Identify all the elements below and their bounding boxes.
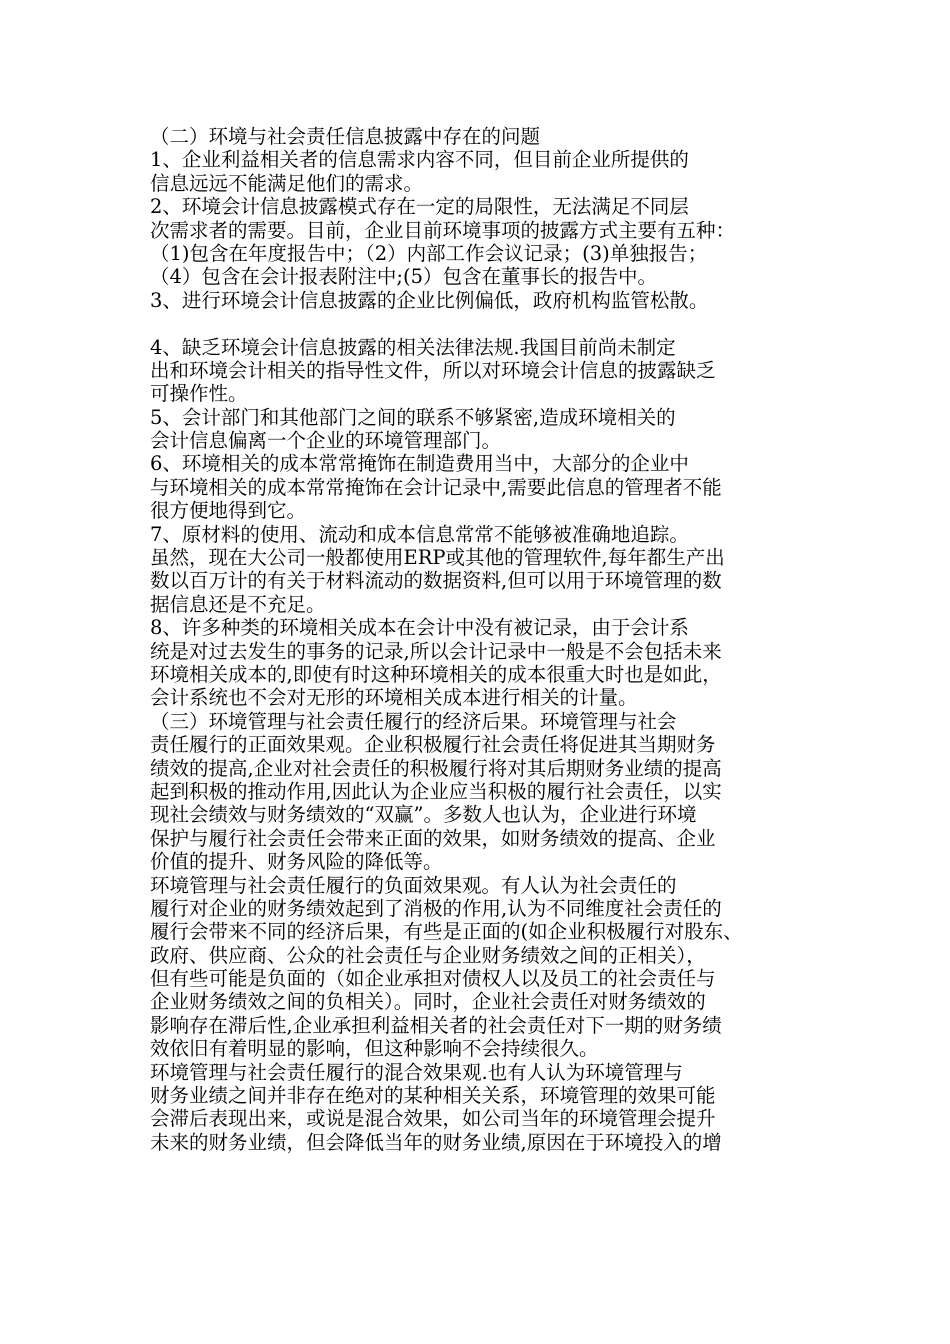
text-line: 效依旧有着明显的影响，但这种影响不会持续很久。 [150, 1037, 599, 1061]
text-line: 会计系统也不会对无形的环境相关成本进行相关的计量。 [150, 686, 638, 710]
text-line: 信息远远不能满足他们的需求。 [150, 171, 424, 195]
text-line: 绩效的提高,企业对社会责任的积极履行将对其后期财务业绩的提高 [150, 756, 722, 780]
text-line: 统是对过去发生的事务的记录,所以会计记录中一般是不会包括未来 [150, 639, 722, 663]
text-line: 很方便地得到它。 [150, 499, 307, 523]
text-line: 次需求者的需要。目前，企业目前环境事项的披露方式主要有五种： [150, 218, 736, 242]
text-line: （4）包含在会计报表附注中;(5）包含在董事长的报告中。 [150, 265, 657, 289]
text-line: 企业财务绩效之间的负相关）。同时，企业社会责任对财务绩效的 [150, 990, 706, 1014]
text-line: 出和环境会计相关的指导性文件，所以对环境会计信息的披露缺乏 [150, 358, 716, 382]
text-line: 价值的提升、财务风险的降低等。 [150, 850, 443, 874]
text-line: 环境管理与社会责任履行的负面效果观。有人认为社会责任的 [150, 873, 677, 897]
text-line: 与环境相关的成本常常掩饰在会计记录中,需要此信息的管理者不能 [150, 475, 722, 499]
text-line: 但有些可能是负面的（如企业承担对债权人以及员工的社会责任与 [150, 967, 716, 991]
text-line: 财务业绩之间并非存在绝对的某种相关关系，环境管理的效果可能 [150, 1084, 716, 1108]
text-line: （1)包含在年度报告中；（2）内部工作会议记录；(3)单独报告； [150, 241, 708, 265]
text-line: 未来的财务业绩，但会降低当年的财务业绩,原因在于环境投入的增 [150, 1130, 722, 1154]
text-line: 影响存在滞后性,企业承担利益相关者的社会责任对下一期的财务绩 [150, 1013, 722, 1037]
text-line: 政府、供应商、公众的社会责任与企业财务绩效之间的正相关）， [150, 943, 706, 967]
text-line: 责任履行的正面效果观。企业积极履行社会责任将促进其当期财务 [150, 733, 716, 757]
text-line: 3、进行环境会计信息披露的企业比例偏低，政府机构监管松散。 [150, 288, 709, 312]
text-line: 7、原材料的使用、流动和成本信息常常不能够被准确地追踪。 [150, 522, 689, 546]
text-line: 2、环境会计信息披露模式存在一定的局限性，无法满足不同层 [150, 195, 689, 219]
text-line: 可操作性。 [150, 382, 248, 406]
text-line: 数以百万计的有关于材料流动的数据资料,但可以用于环境管理的数 [150, 569, 722, 593]
text-line: 履行对企业的财务绩效起到了消极的作用,认为不同维度社会责任的 [150, 896, 722, 920]
text-line: 虽然，现在大公司一般都使用ERP或其他的管理软件,每年都生产出 [150, 546, 725, 570]
blank-line [150, 312, 850, 335]
text-line: 8、许多种类的环境相关成本在会计中没有被记录，由于会计系 [150, 616, 689, 640]
text-line: 现社会绩效与财务绩效的“双赢”。多数人也认为，企业进行环境 [150, 803, 697, 827]
text-line: 5、会计部门和其他部门之间的联系不够紧密,造成环境相关的 [150, 405, 676, 429]
text-line: 起到积极的推动作用,因此认为企业应当积极的履行社会责任，以实 [150, 779, 722, 803]
text-line: 履行会带来不同的经济后果，有些是正面的(如企业积极履行对股东、 [150, 920, 743, 944]
document-body [150, 125, 850, 1154]
text-line: （三）环境管理与社会责任履行的经济后果。环境管理与社会 [150, 709, 677, 733]
text-line: 1、企业利益相关者的信息需求内容不同，但目前企业所提供的 [150, 148, 689, 172]
text-line: 会滞后表现出来，或说是混合效果，如公司当年的环境管理会提升 [150, 1107, 716, 1131]
text-line: 环境相关成本的,即使有时这种环境相关的成本很重大时也是如此， [150, 662, 722, 686]
text-line: 会计信息偏离一个企业的环境管理部门。 [150, 429, 502, 453]
text-line: 环境管理与社会责任履行的混合效果观.也有人认为环境管理与 [150, 1060, 683, 1084]
text-line: 4、缺乏环境会计信息披露的相关法律法规.我国目前尚未制定 [150, 335, 676, 359]
text-line: 据信息还是不充足。 [150, 592, 326, 616]
text-line: 保护与履行社会责任会带来正面的效果，如财务绩效的提高、企业 [150, 826, 716, 850]
text-line: 6、环境相关的成本常常掩饰在制造费用当中，大部分的企业中 [150, 452, 689, 476]
text-line: （二）环境与社会责任信息披露中存在的问题 [150, 125, 541, 148]
